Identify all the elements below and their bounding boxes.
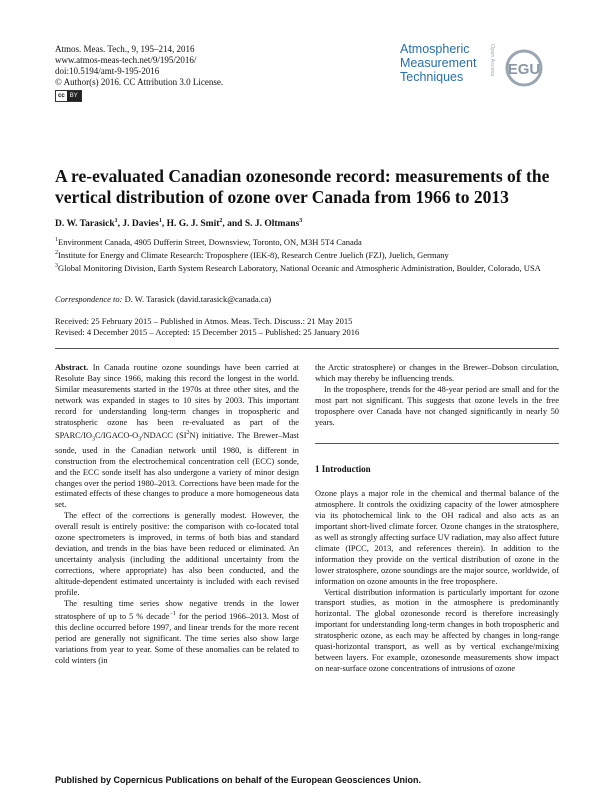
header-divider (55, 348, 559, 349)
abstract-label: Abstract. (55, 363, 89, 372)
dates-line-2: Revised: 4 December 2015 – Accepted: 15 December 2015 – Published: 25 January 2016 (55, 327, 360, 337)
abstract-continued: the Arctic stratosphere) or changes in the Brewer–Dobson circulation, which may thereby be influencing trends. (315, 363, 559, 383)
affil-num: 1 (55, 237, 58, 243)
right-column (315, 363, 559, 675)
author[interactable]: J. Davies (122, 219, 159, 230)
abstract-column (55, 363, 299, 667)
affil-text: Global Monitoring Division, Earth System Research Laboratory, National Oceanic and Atmospheric Administration, Boulder, Colorado, USA (58, 262, 541, 273)
correspondence-email[interactable]: D. W. Tarasick (david.tarasick@canada.ca) (122, 294, 272, 304)
journal-citation: Atmos. Meas. Tech., 9, 195–214, 2016 (55, 44, 195, 54)
author-sep: , (161, 219, 167, 230)
logo-line-2: Measurement (400, 56, 477, 70)
paper-title: A re-evaluated Canadian ozonesonde record: measurements of the vertical distribution of ozone over Canada from 1966 to 2013 (55, 166, 550, 207)
journal-meta (55, 44, 223, 102)
intro-paragraph-1: Ozone plays a major role in the chemical and thermal balance of the atmosphere. It controls the oxidizing capacity of the lower atmosphere via its photochemical link to the OH radical and also acts as an important short-lived climate forcer. Ozone changes in the stratosphere, as well as strongly affecting surface UV radiation, may also affect future climate (IPCC, 2013, and references therein). In addition to the information they provide on the vertical distribution of ozone in the lower stratosphere, ozone soundings are the major source, worldwide, of information on ozone amounts in the free troposphere. (315, 489, 559, 586)
abstract-paragraph-3: The resulting time series show negative trends in the lower stratosphere of up to 5 % decade$^{-1}$ for the period 1966–2013. Most of this decline occurred before 1997, and linear trends for the more recent period are generally not significant. The time series also show large variations from year to year. Some of these anomalies can be related to cold winters (in (55, 598, 299, 665)
author-sep: , and (222, 219, 245, 230)
affil-text: Institute for Energy and Climate Research: Troposphere (IEK-8), Research Centre Juelich (FZJ), Juelich, Germany (58, 249, 449, 260)
publication-dates (55, 316, 359, 338)
logo-line-1: Atmospheric (400, 42, 470, 56)
affil-sup: 2 (219, 218, 223, 224)
correspondence (55, 294, 271, 304)
affiliation (55, 261, 565, 274)
affiliations (55, 235, 565, 273)
abstract-paragraph-1: Abstract. In Canada routine ozone soundings have been carried at Resolute Bay since 1966, making this record the longest in the world. Similar measurements started in the 1970s at three other sites, and the network was expanded in stages to 10 sites by 2003. This important record for understanding long-term changes in tropospheric and stratospheric ozone has been re-evaluated as part of the SPARC/$IO_3C/IGACO-O_3$/NDACC $(SI^2N)$ initiative. The Brewer–Mast sonde, used in the Canadian network until 1980, is different in construction from the electrochemical concentration cell (ECC) sonde, and the ECC sonde itself has also undergone a variety of minor design changes over the period 1980–2013. Corrections have been made for the estimated effects of these changes to produce a more homogeneous data set. (55, 363, 300, 510)
affil-sup: 1 (158, 218, 162, 224)
section-heading-introduction: 1 Introduction (315, 464, 371, 475)
affil-text: Environment Canada, 4905 Dufferin Street, Downsview, Toronto, ON, M3H 5T4 Canada (58, 236, 362, 247)
author[interactable]: H. G. J. Smit (166, 219, 220, 230)
cc-icon: cc (58, 93, 65, 99)
author-list (55, 218, 302, 229)
journal-url[interactable]: www.atmos-meas-tech.net/9/195/2016/ (55, 55, 197, 65)
intro-paragraph-2: Vertical distribution information is particularly important for ozone transport studies, as motion in the atmosphere is predominantly horizontal. The global ozonesonde record is therefore increasingly important for understanding long-term changes in both tropospheric and stratospheric ozone, as each may be affected by changes in long-range quasi-horizontal transport, as well as by vertical exchange/mixing between layers. For example, ozonesonde measurements show impact on near-surface ozone concentrations of intrusions of ozone (315, 587, 559, 673)
logo-line-3: Techniques (400, 70, 464, 84)
dates-line-1: Received: 25 February 2015 – Published in Atmos. Meas. Tech. Discuss.: 21 May 2015 (55, 316, 353, 326)
affiliation (55, 248, 565, 261)
author[interactable]: S. J. Oltmans (244, 219, 300, 230)
affil-sup: 3 (299, 218, 303, 224)
affil-num: 2 (55, 249, 58, 256)
publisher-footer: Published by Copernicus Publications on behalf of the European Geosciences Union. (55, 775, 422, 785)
egu-logo-icon (504, 48, 552, 88)
correspondence-label: Correspondence to: (55, 294, 123, 304)
logo-text (400, 42, 476, 84)
doi[interactable]: doi:10.5194/amt-9-195-2016 (55, 66, 160, 76)
journal-logo (400, 40, 560, 100)
author-sep: , (117, 219, 123, 230)
affil-num: 3 (55, 262, 58, 269)
affil-sup: 1 (114, 218, 118, 224)
by-icon: BY (67, 91, 81, 101)
abstract-paragraph-4: In the troposphere, trends for the 48-year period are small and for the most part not significant. This suggests that ozone levels in the free troposphere over Canada have not changed significantly in nearly 50 years. (315, 384, 559, 427)
egu-mark: EGU (507, 61, 541, 78)
cc-by-badge[interactable] (55, 90, 82, 102)
license: © Author(s) 2016. CC Attribution 3.0 License. (55, 77, 224, 87)
abstract-divider (315, 443, 559, 444)
open-access-label: Open Access (489, 44, 495, 77)
author[interactable]: D. W. Tarasick (55, 219, 115, 230)
abstract-paragraph-2: The effect of the corrections is generally modest. However, the overall result is entirely positive: the comparison with co-located total ozone spectrometers is improved, in terms of both bias and standard deviation, and trends in the bias have been reduced or eliminated. An uncertainty analysis (including the additional uncertainty from the corrections, where appropriate) has also been conducted, and the altitude-dependent estimated uncertainty is included with each revised profile. (55, 511, 299, 597)
affiliation (55, 235, 565, 248)
